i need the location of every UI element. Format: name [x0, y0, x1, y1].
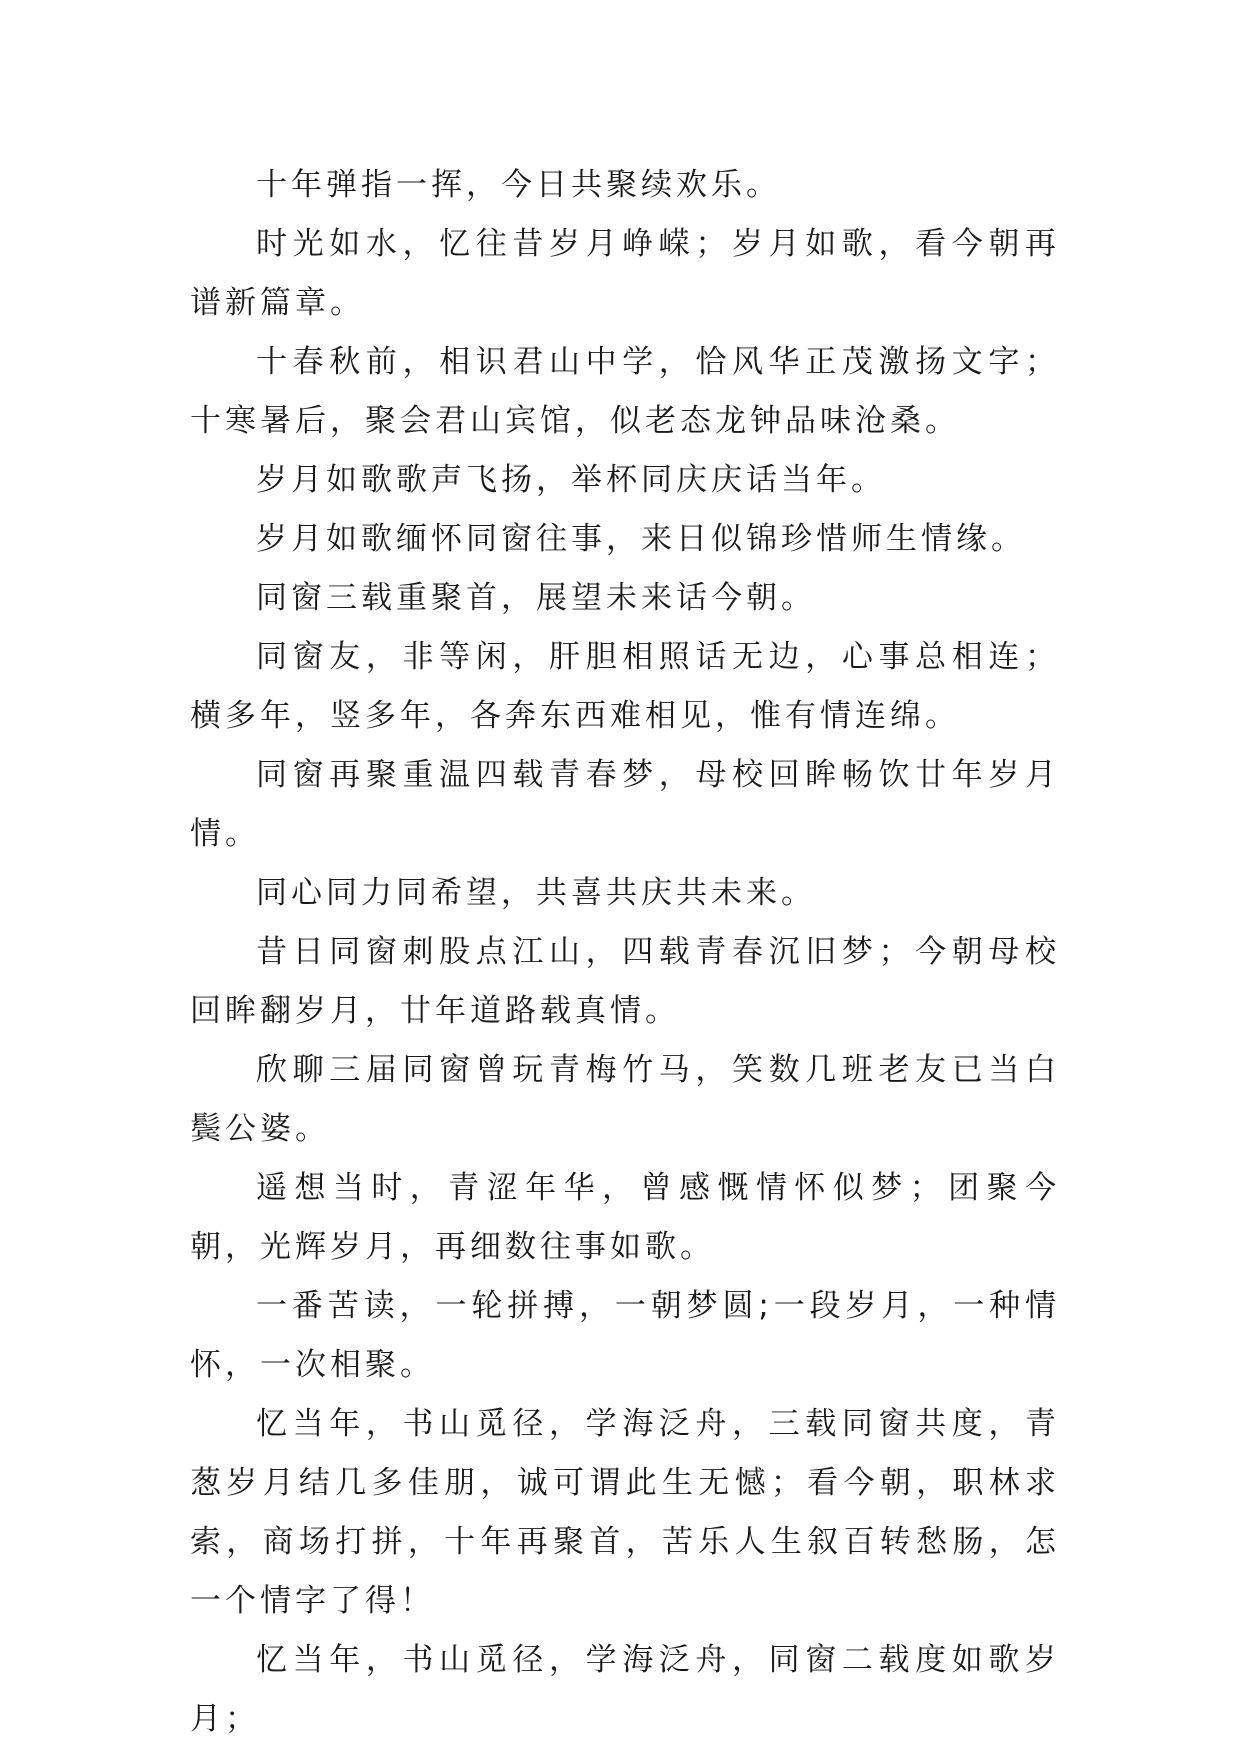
paragraph: 忆当年，书山觅径，学海泛舟，同窗二载度如歌岁月； — [190, 1642, 1060, 1737]
paragraph: 时光如水，忆往昔岁月峥嵘；岁月如歌，看今朝再谱新篇章。 — [190, 226, 1060, 321]
paragraph: 同窗三载重聚首，展望未来话今朝。 — [256, 580, 816, 616]
paragraph: 十春秋前，相识君山中学，恰风华正茂激扬文字；十寒暑后，聚会君山宾馆，似老态龙钟品味沧桑。 — [190, 344, 1060, 439]
paragraph: 岁月如歌缅怀同窗往事，来日似锦珍惜师生情缘。 — [256, 521, 1026, 557]
document-body — [190, 156, 1060, 1749]
paragraph: 遥想当时，青涩年华，曾感慨情怀似梦；团聚今朝，光辉岁月，再细数往事如歌。 — [190, 1170, 1060, 1265]
paragraph: 岁月如歌歌声飞扬，举杯同庆庆话当年。 — [256, 462, 886, 498]
paragraph: 忆当年，书山觅径，学海泛舟，三载同窗共度，青葱岁月结几多佳朋，诚可谓此生无憾；看今朝，职林求索，商场打拼，十年再聚首，苦乐人生叙百转愁肠，怎一个情字了得！ — [190, 1406, 1060, 1619]
paragraph: 一番苦读，一轮拼搏，一朝梦圆;一段岁月，一种情怀，一次相聚。 — [190, 1288, 1060, 1383]
paragraph: 同窗再聚重温四载青春梦，母校回眸畅饮廿年岁月情。 — [190, 757, 1060, 852]
paragraph: 同心同力同希望，共喜共庆共未来。 — [256, 875, 816, 911]
paragraph: 昔日同窗刺股点江山，四载青春沉旧梦；今朝母校回眸翻岁月，廿年道路载真情。 — [190, 934, 1060, 1029]
paragraph: 同窗友，非等闲，肝胆相照话无边，心事总相连；横多年，竖多年，各奔东西难相见，惟有情连绵。 — [190, 639, 1060, 734]
paragraph: 欣聊三届同窗曾玩青梅竹马，笑数几班老友已当白鬓公婆。 — [190, 1052, 1060, 1147]
paragraph: 十年弹指一挥，今日共聚续欢乐。 — [256, 167, 781, 203]
